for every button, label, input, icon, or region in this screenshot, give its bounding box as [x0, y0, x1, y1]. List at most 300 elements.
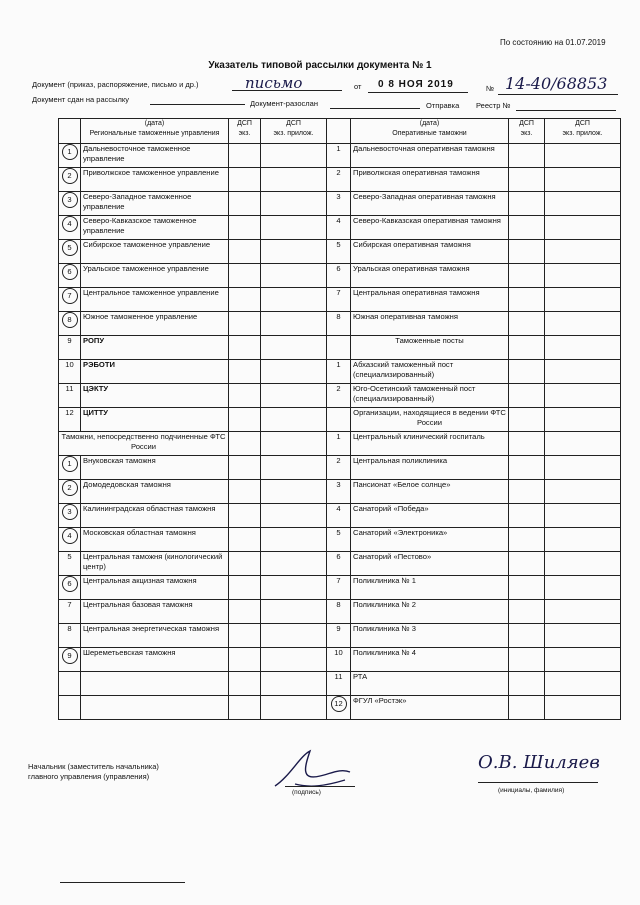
- right-row-name-text: Северо-Западная оперативная таможня: [353, 192, 496, 201]
- right-num-empty: [327, 408, 351, 432]
- right-row-name-text: Центральный клинический госпиталь: [353, 432, 485, 441]
- right-row-name: [351, 192, 509, 216]
- left-row-num: [59, 264, 81, 288]
- left-0-empty-0: [229, 144, 261, 168]
- left-row-name-text: Центральное таможенное управление: [83, 288, 219, 297]
- right-row-name: [351, 480, 509, 504]
- number-line: [498, 94, 618, 95]
- right-14-empty-1: [545, 480, 621, 504]
- right-9-empty-0: [509, 360, 545, 384]
- right-21-empty-1: [545, 648, 621, 672]
- left-row-num: [59, 408, 81, 432]
- table-row: [59, 456, 621, 480]
- left-22-empty-2: [229, 672, 261, 696]
- left-row-num: [59, 288, 81, 312]
- left-row-name: [81, 408, 229, 432]
- right-18-empty-0: [509, 576, 545, 600]
- left-row-name-text: Калининградская областная таможня: [83, 504, 216, 513]
- right-row-num-text: 11: [334, 672, 343, 681]
- right-row-num-text: 10: [334, 648, 343, 657]
- right-row-num: [327, 144, 351, 168]
- registry-label: Реестр №: [476, 101, 511, 110]
- left-row-num: [59, 336, 81, 360]
- right-row-name: [351, 624, 509, 648]
- left-14-empty-0: [229, 480, 261, 504]
- table-row: [59, 408, 621, 432]
- left-16-empty-0: [229, 528, 261, 552]
- table-row: [59, 696, 621, 720]
- left-row-name: [81, 360, 229, 384]
- right-19-empty-0: [509, 600, 545, 624]
- right-row-name-text: Уральская оперативная таможня: [353, 264, 470, 273]
- left-9-empty-0: [229, 360, 261, 384]
- right-row-name-text: Дальневосточная оперативная таможня: [353, 144, 495, 153]
- left-dsp-header: [229, 119, 261, 144]
- right-row-name: [351, 144, 509, 168]
- date-line: [368, 92, 468, 93]
- left-15-empty-0: [229, 504, 261, 528]
- bottom-rule: [60, 882, 185, 883]
- left-21-empty-1: [261, 648, 327, 672]
- left-row-num-text: 12: [65, 408, 74, 417]
- left-row-num-text: 8: [67, 624, 72, 633]
- left-row-num-text: 10: [65, 360, 74, 369]
- right-date-label: (дата): [419, 120, 440, 127]
- left-row-name-text: РОПУ: [83, 336, 105, 345]
- right-row-num-text: 1: [336, 144, 341, 153]
- right-11-empty-1: [545, 408, 621, 432]
- table-row: [59, 192, 621, 216]
- right-row-name: [351, 456, 509, 480]
- right-21-empty-0: [509, 648, 545, 672]
- left-date-label: (дата): [144, 120, 165, 127]
- doc-type-label: Документ (приказ, распоряжение, письмо и др.): [32, 80, 199, 89]
- table-row: [59, 624, 621, 648]
- table-row: [59, 528, 621, 552]
- table-row: [59, 600, 621, 624]
- right-row-num: [327, 600, 351, 624]
- table-row: [59, 504, 621, 528]
- left-21-empty-0: [229, 648, 261, 672]
- left-row-name-text: РЭБОТИ: [83, 360, 115, 369]
- table-row: [59, 144, 621, 168]
- right-row-num-text: 7: [336, 576, 341, 585]
- right-row-name-text: Абхазский таможенный пост (специализированный): [353, 360, 454, 379]
- right-row-num: [327, 384, 351, 408]
- signer-name: О.В. Шиляев: [478, 752, 600, 773]
- right-row-num: [327, 192, 351, 216]
- right-row-name: [351, 600, 509, 624]
- right-3-empty-1: [545, 216, 621, 240]
- table-row: [59, 384, 621, 408]
- right-9-empty-1: [545, 360, 621, 384]
- left-row-num: [59, 192, 81, 216]
- right-15-empty-0: [509, 504, 545, 528]
- right-1-empty-1: [545, 168, 621, 192]
- doc-date: 0 8 НОЯ 2019: [378, 79, 454, 90]
- right-row-num: [327, 576, 351, 600]
- left-row-num-text: 11: [65, 384, 74, 393]
- distributor-label: Документ-разослан: [250, 99, 318, 108]
- left-2-empty-1: [261, 192, 327, 216]
- right-row-name-text: Поликлиника № 1: [353, 576, 417, 585]
- table-row: [59, 360, 621, 384]
- left-row-num-text: 2: [62, 480, 78, 496]
- left-row-num: [59, 312, 81, 336]
- right-16-empty-1: [545, 528, 621, 552]
- left-3-empty-1: [261, 216, 327, 240]
- right-6-empty-0: [509, 288, 545, 312]
- right-row-name-text: Сибирская оперативная таможня: [353, 240, 471, 249]
- right-row-num: [327, 624, 351, 648]
- right-row-num-text: 2: [336, 456, 341, 465]
- right-row-num: [327, 552, 351, 576]
- registry-line: [516, 110, 616, 111]
- left-15-empty-1: [261, 504, 327, 528]
- right-section-header-text: Таможенные посты: [395, 336, 464, 345]
- table-row: [59, 432, 621, 456]
- right-row-name: [351, 264, 509, 288]
- left-row-name: [81, 480, 229, 504]
- right-row-num: [327, 696, 351, 720]
- left-row-num-text: 1: [62, 144, 78, 160]
- left-row-num-text: 9: [67, 336, 72, 345]
- left-row-name-text: Центральная акцизная таможня: [83, 576, 197, 585]
- left-row-name-text: Приволжское таможенное управление: [83, 168, 219, 177]
- left-row-num: [59, 240, 81, 264]
- table-row: [59, 240, 621, 264]
- left-section-header-text: Таможни, непосредственно подчиненные ФТС России: [61, 432, 226, 451]
- name-line: [478, 782, 598, 783]
- left-row-num-text: 3: [62, 504, 78, 520]
- left-1-empty-0: [229, 168, 261, 192]
- left-ekz-label: экз.: [238, 130, 251, 137]
- right-10-empty-1: [545, 384, 621, 408]
- right-0-empty-1: [545, 144, 621, 168]
- left-row-name: [81, 528, 229, 552]
- right-row-name: [351, 312, 509, 336]
- distributor-line: [330, 108, 420, 109]
- right-2-empty-1: [545, 192, 621, 216]
- right-20-empty-0: [509, 624, 545, 648]
- right-row-name-text: Поликлиника № 3: [353, 624, 417, 633]
- left-23-empty-0: [59, 696, 81, 720]
- table-row: [59, 288, 621, 312]
- left-row-name-text: ЦИТТУ: [83, 408, 109, 417]
- left-row-num: [59, 528, 81, 552]
- left-20-empty-1: [261, 624, 327, 648]
- right-row-num-text: 2: [336, 168, 341, 177]
- left-5-empty-0: [229, 264, 261, 288]
- right-16-empty-0: [509, 528, 545, 552]
- left-16-empty-1: [261, 528, 327, 552]
- left-row-name: [81, 600, 229, 624]
- right-row-name: [351, 648, 509, 672]
- left-17-empty-0: [229, 552, 261, 576]
- left-row-name-text: Домодедовская таможня: [83, 480, 171, 489]
- left-row-name-text: Южное таможенное управление: [83, 312, 198, 321]
- right-dsp-pril-label: ДСП: [575, 120, 590, 127]
- right-row-num: [327, 528, 351, 552]
- table-row: [59, 168, 621, 192]
- sent-label: Документ сдан на рассылку: [32, 95, 129, 104]
- left-row-name: [81, 552, 229, 576]
- doc-number: 14-40/68853: [505, 74, 608, 93]
- left-23-empty-3: [261, 696, 327, 720]
- right-ekz-label: экз.: [520, 130, 533, 137]
- left-row-name-text: ЦЭКТУ: [83, 384, 109, 393]
- sent-line: [150, 104, 245, 105]
- right-row-name-text: РТА: [353, 672, 368, 681]
- right-dsp-header: [509, 119, 545, 144]
- left-row-num-text: 4: [62, 216, 78, 232]
- table-body: [59, 144, 621, 720]
- right-row-name-text: Южная оперативная таможня: [353, 312, 458, 321]
- right-num-header: [327, 119, 351, 144]
- right-12-empty-1: [545, 432, 621, 456]
- left-row-num: [59, 576, 81, 600]
- right-row-name: [351, 240, 509, 264]
- left-2-empty-0: [229, 192, 261, 216]
- right-13-empty-1: [545, 456, 621, 480]
- right-row-name: [351, 168, 509, 192]
- left-dsp-pril-header: [261, 119, 327, 144]
- left-row-name: [81, 576, 229, 600]
- left-row-name-text: Центральная базовая таможня: [83, 600, 193, 609]
- right-row-num: [327, 504, 351, 528]
- right-row-num-text: 7: [336, 288, 341, 297]
- signature-line: [285, 786, 355, 787]
- left-22-empty-1: [81, 672, 229, 696]
- left-7-empty-1: [261, 312, 327, 336]
- left-10-empty-0: [229, 384, 261, 408]
- right-row-name: [351, 288, 509, 312]
- right-row-num-text: 6: [336, 552, 341, 561]
- right-row-name-text: Санаторий «Электроника»: [353, 528, 448, 537]
- left-4-empty-1: [261, 240, 327, 264]
- right-7-empty-1: [545, 312, 621, 336]
- left-row-name: [81, 168, 229, 192]
- left-row-name: [81, 336, 229, 360]
- left-row-name: [81, 384, 229, 408]
- right-15-empty-1: [545, 504, 621, 528]
- table-row: [59, 648, 621, 672]
- right-num-empty: [327, 336, 351, 360]
- left-row-num-text: 9: [62, 648, 78, 664]
- right-row-name-text: Санаторий «Пестово»: [353, 552, 432, 561]
- left-row-num-text: 1: [62, 456, 78, 472]
- right-row-name: [351, 696, 509, 720]
- right-row-num: [327, 648, 351, 672]
- right-row-name-text: Юго-Осетинский таможенный пост (специализированный): [353, 384, 476, 403]
- table-row: [59, 480, 621, 504]
- left-row-name-text: Шереметьевская таможня: [83, 648, 176, 657]
- left-row-num-text: 3: [62, 192, 78, 208]
- left-row-name: [81, 456, 229, 480]
- left-row-num-text: 7: [62, 288, 78, 304]
- right-section-header: [351, 408, 509, 432]
- left-18-empty-1: [261, 576, 327, 600]
- right-row-num: [327, 672, 351, 696]
- right-row-num-text: 3: [336, 480, 341, 489]
- left-row-name-text: Сибирское таможенное управление: [83, 240, 211, 249]
- right-row-num-text: 2: [336, 384, 341, 393]
- left-19-empty-0: [229, 600, 261, 624]
- right-row-num-text: 5: [336, 240, 341, 249]
- right-row-name: [351, 216, 509, 240]
- left-row-name-text: Северо-Западное таможенное управление: [83, 192, 192, 211]
- right-2-empty-0: [509, 192, 545, 216]
- right-11-empty-0: [509, 408, 545, 432]
- left-12-empty-0: [229, 432, 261, 456]
- right-20-empty-1: [545, 624, 621, 648]
- right-13-empty-0: [509, 456, 545, 480]
- left-22-empty-3: [261, 672, 327, 696]
- left-num-header: [59, 119, 81, 144]
- left-8-empty-1: [261, 336, 327, 360]
- left-row-num: [59, 480, 81, 504]
- right-row-name-text: Санаторий «Победа»: [353, 504, 429, 513]
- right-3-empty-0: [509, 216, 545, 240]
- right-row-name-text: Поликлиника № 4: [353, 648, 417, 657]
- right-row-num: [327, 312, 351, 336]
- left-20-empty-0: [229, 624, 261, 648]
- left-23-empty-2: [229, 696, 261, 720]
- right-0-empty-0: [509, 144, 545, 168]
- right-12-empty-0: [509, 432, 545, 456]
- position-line-2: главного управления (управления): [28, 772, 150, 781]
- right-row-name: [351, 552, 509, 576]
- left-1-empty-1: [261, 168, 327, 192]
- left-9-empty-1: [261, 360, 327, 384]
- right-section-header: [351, 336, 509, 360]
- left-4-empty-0: [229, 240, 261, 264]
- left-section-header: [59, 432, 229, 456]
- right-17-empty-1: [545, 552, 621, 576]
- right-14-empty-0: [509, 480, 545, 504]
- right-row-num: [327, 264, 351, 288]
- name-caption: (инициалы, фамилия): [498, 787, 565, 794]
- left-row-num: [59, 216, 81, 240]
- status-date: По состоянию на 01.07.2019: [500, 38, 606, 47]
- left-22-empty-0: [59, 672, 81, 696]
- left-11-empty-1: [261, 408, 327, 432]
- left-row-num-text: 5: [62, 240, 78, 256]
- right-row-num: [327, 288, 351, 312]
- right-18-empty-1: [545, 576, 621, 600]
- left-row-name-text: Центральная энергетическая таможня: [83, 624, 220, 633]
- left-row-name-text: Дальневосточное таможенное управление: [83, 144, 191, 163]
- left-6-empty-0: [229, 288, 261, 312]
- right-23-empty-0: [509, 696, 545, 720]
- left-row-name: [81, 288, 229, 312]
- right-row-num-text: 9: [336, 624, 341, 633]
- left-3-empty-0: [229, 216, 261, 240]
- right-section-header-text: Организации, находящиеся в ведении ФТС России: [353, 408, 506, 427]
- left-row-name: [81, 216, 229, 240]
- left-5-empty-1: [261, 264, 327, 288]
- left-row-num-text: 5: [67, 552, 72, 561]
- left-23-empty-1: [81, 696, 229, 720]
- right-1-empty-0: [509, 168, 545, 192]
- left-13-empty-0: [229, 456, 261, 480]
- right-row-num-text: 4: [336, 216, 341, 225]
- right-header-text: Оперативные таможни: [392, 130, 467, 137]
- right-8-empty-0: [509, 336, 545, 360]
- left-row-num: [59, 552, 81, 576]
- left-row-num-text: 4: [62, 528, 78, 544]
- right-dsp-label: ДСП: [519, 120, 534, 127]
- right-row-name: [351, 384, 509, 408]
- left-row-name-text: Центральная таможня (кинологический центр): [83, 552, 223, 571]
- right-22-empty-0: [509, 672, 545, 696]
- table-row: [59, 264, 621, 288]
- right-row-name-text: Центральная оперативная таможня: [353, 288, 480, 297]
- left-row-num: [59, 504, 81, 528]
- left-row-num: [59, 600, 81, 624]
- signature-caption: (подпись): [292, 789, 321, 796]
- right-7-empty-0: [509, 312, 545, 336]
- left-header-text: Региональные таможенные управления: [89, 130, 220, 137]
- right-row-num-text: 4: [336, 504, 341, 513]
- table-row: [59, 312, 621, 336]
- left-row-name-text: Московская областная таможня: [83, 528, 196, 537]
- left-13-empty-1: [261, 456, 327, 480]
- table-row: [59, 576, 621, 600]
- right-row-num: [327, 432, 351, 456]
- left-header: [81, 119, 229, 144]
- right-dsp-pril-header: [545, 119, 621, 144]
- left-6-empty-1: [261, 288, 327, 312]
- left-7-empty-0: [229, 312, 261, 336]
- right-row-name-text: Центральная поликлиника: [353, 456, 448, 465]
- right-row-num-text: 1: [336, 432, 341, 441]
- dispatch-label: Отправка: [426, 101, 460, 110]
- right-row-num: [327, 456, 351, 480]
- left-row-name-text: Уральское таможенное управление: [83, 264, 209, 273]
- left-row-num: [59, 456, 81, 480]
- right-19-empty-1: [545, 600, 621, 624]
- right-row-num-text: 8: [336, 312, 341, 321]
- right-4-empty-1: [545, 240, 621, 264]
- right-row-num: [327, 480, 351, 504]
- left-row-name: [81, 624, 229, 648]
- left-row-name: [81, 504, 229, 528]
- number-label: №: [486, 84, 495, 93]
- right-10-empty-0: [509, 384, 545, 408]
- left-10-empty-1: [261, 384, 327, 408]
- left-19-empty-1: [261, 600, 327, 624]
- right-row-num: [327, 360, 351, 384]
- left-ekz-pril-label: экз. прилож.: [273, 130, 314, 137]
- right-23-empty-1: [545, 696, 621, 720]
- header-row: [59, 119, 621, 144]
- right-6-empty-1: [545, 288, 621, 312]
- left-row-name: [81, 264, 229, 288]
- right-row-name: [351, 528, 509, 552]
- left-dsp-pril-label: ДСП: [286, 120, 301, 127]
- right-4-empty-0: [509, 240, 545, 264]
- table-row: [59, 336, 621, 360]
- left-row-num-text: 2: [62, 168, 78, 184]
- left-14-empty-1: [261, 480, 327, 504]
- left-18-empty-0: [229, 576, 261, 600]
- right-5-empty-1: [545, 264, 621, 288]
- right-row-name-text: ФГУЛ «Ростэк»: [353, 696, 407, 705]
- table-row: [59, 552, 621, 576]
- right-17-empty-0: [509, 552, 545, 576]
- right-row-num-text: 8: [336, 600, 341, 609]
